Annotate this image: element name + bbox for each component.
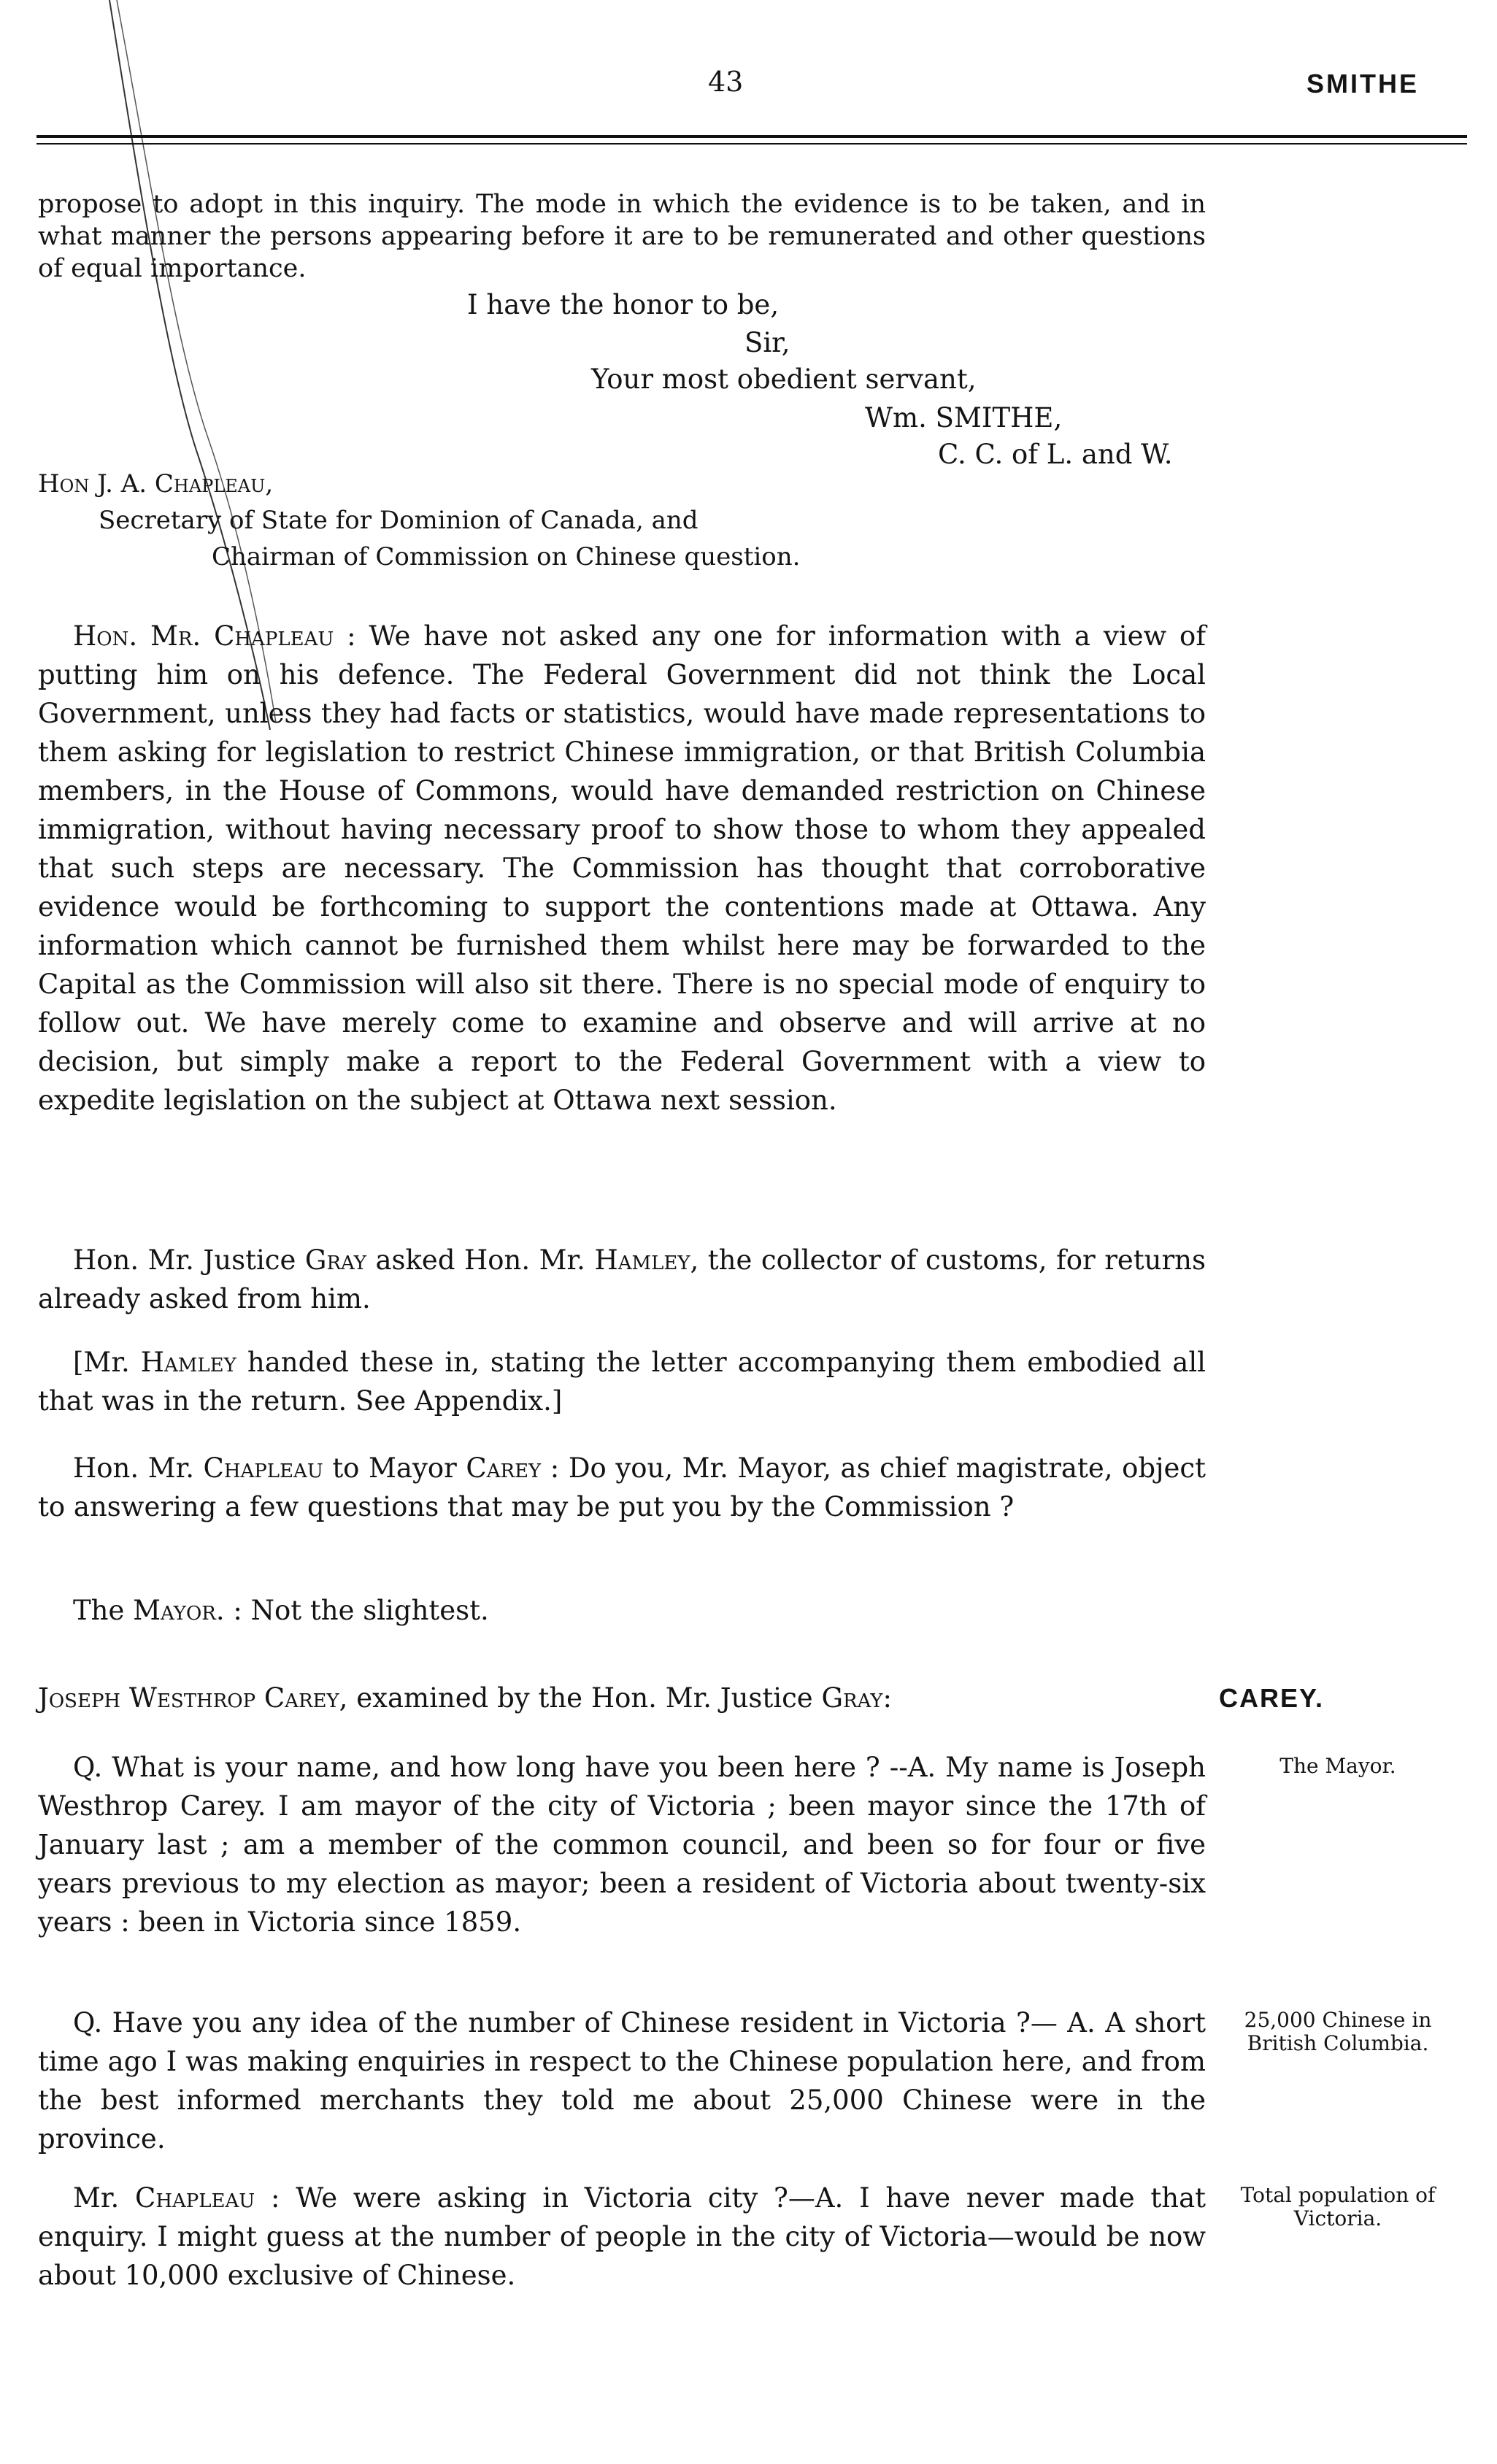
letter-text: propose to adopt in this inquiry. The mode in which the evidence is to be taken, and in what manner the persons appearing before it are to be remunerated and other questions of equal importance. (38, 190, 1206, 283)
text-segment: : We were asking in Victoria city ?—A. I have never made that enquiry. I might guess at the number of people in the city of Victoria—would be now about 10,000 exclusive of Chinese. (38, 2182, 1206, 2291)
letter-continuation (38, 188, 1206, 285)
speaker-name: Hon. Mr. Chapleau (73, 620, 334, 652)
running-head: SMITHE (1306, 69, 1420, 99)
page-number: 43 (708, 66, 744, 98)
paragraph-text: : We have not asked any one for information with a view of putting him on his defence. The Federal Government did not think the Local Government, unless they had facts or statistics, would have made representations to them asking for legislation to restrict Chinese immigration, or that British Columbia members, in the House of Commons, would have demanded restriction on Chinese immigration, without having necessary proof to show those to whom they appealed that such steps are necessary. The Commission has thought that corroborative evidence would be forthcoming to support the contentions made at Ottawa. Any information which cannot be furnished them whilst here may be forwarded to the Capital as the Commission will also sit there. There is no special mode of enquiry to follow out. We have merely come to examine and observe and will arrive at no decision, but simply make a report to the Federal Government with a view to expedite legislation on the subject at Ottawa next session. (38, 620, 1207, 1116)
speaker-name: Chapleau (135, 2182, 255, 2214)
question-chinese-number (38, 2003, 1206, 2158)
witness-name: Joseph Westhrop Carey (38, 1682, 339, 1714)
header-rule-thick (36, 135, 1467, 138)
address-line-1: Hon J. A. Chapleau, (38, 469, 274, 498)
text-segment: , the collector of customs, for returns already asked from him. (38, 1244, 1206, 1314)
text-segment: The (73, 1595, 134, 1626)
closing-line-1: I have the honor to be, (467, 289, 780, 320)
address-line-3: Chairman of Commission on Chinese question. (212, 542, 801, 571)
speaker-name: Gray (304, 1244, 366, 1276)
text-segment: handed these in, stating the letter accompanying them embodied all that was in the return. See Appendix.] (38, 1347, 1206, 1417)
margin-note-population: Total population of Victoria. (1240, 2183, 1436, 2230)
text-segment: Mr. (73, 2182, 136, 2214)
signature-title: C. C. of L. and W. (938, 439, 1173, 470)
text-segment: to Mayor (323, 1452, 466, 1484)
question-victoria-city (38, 2179, 1206, 2295)
person-name: Carey (466, 1452, 542, 1484)
header-rule-thin (36, 143, 1467, 145)
text-segment: , examined by the Hon. Mr. Justice (339, 1682, 822, 1714)
text-segment: [Mr. (73, 1347, 141, 1378)
text-segment: Hon. Mr. (73, 1452, 204, 1484)
person-name: Hamley (594, 1244, 690, 1276)
examiner-name: Gray (821, 1682, 883, 1714)
signature-name: Wm. SMITHE, (865, 402, 1063, 434)
person-name: Hamley (140, 1347, 236, 1378)
paragraph-hamley-note (38, 1343, 1206, 1420)
question-name-residence (38, 1748, 1206, 1941)
paragraph-mayor-reply (38, 1591, 1206, 1630)
question-text: Q. What is your name, and how long have you been here ? --A. My name is Joseph Westhrop Carey. I am mayor of the city of Victoria ; been mayor since the 17th of January last ; am a member of the common council, and been so for four or five years previous to my election as mayor; been a resident of Victoria about twenty-six years : been in Victoria since 1859. (38, 1752, 1206, 1938)
text-segment: : Not the slightest. (224, 1595, 489, 1626)
text-segment: asked Hon. Mr. (366, 1244, 595, 1276)
paragraph-chapleau-to-mayor (38, 1449, 1206, 1526)
speaker-name: Chapleau (203, 1452, 323, 1484)
closing-line-2: Sir, (744, 327, 790, 358)
text-segment: Hon. Mr. Justice (73, 1244, 305, 1276)
margin-note-chinese: 25,000 Chinese in British Columbia. (1244, 2008, 1432, 2055)
text-segment: : Do you, Mr. Mayor, as chief magistrate, object to answering a few questions that may be put you by the Commission ? (38, 1452, 1206, 1522)
paragraph-chapleau-statement (38, 617, 1206, 1120)
question-text: Q. Have you any idea of the number of Chinese resident in Victoria ?— A. A short time ago I was making enquiries in respect to the Chinese population here, and from the best informed merchants they told me about 25,000 Chinese were in the province. (38, 2007, 1206, 2155)
margin-note-mayor: The Mayor. (1279, 1754, 1396, 1778)
text-segment: : (882, 1682, 892, 1714)
address-line-2: Secretary of State for Dominion of Canada, and (99, 506, 699, 535)
examination-heading (38, 1679, 1206, 1717)
speaker-name: Mayor. (133, 1595, 225, 1626)
closing-line-3: Your most obedient servant, (591, 363, 977, 395)
page-header (0, 58, 1497, 109)
margin-heading-carey: CAREY. (1219, 1683, 1325, 1713)
paragraph-gray-request (38, 1241, 1206, 1318)
